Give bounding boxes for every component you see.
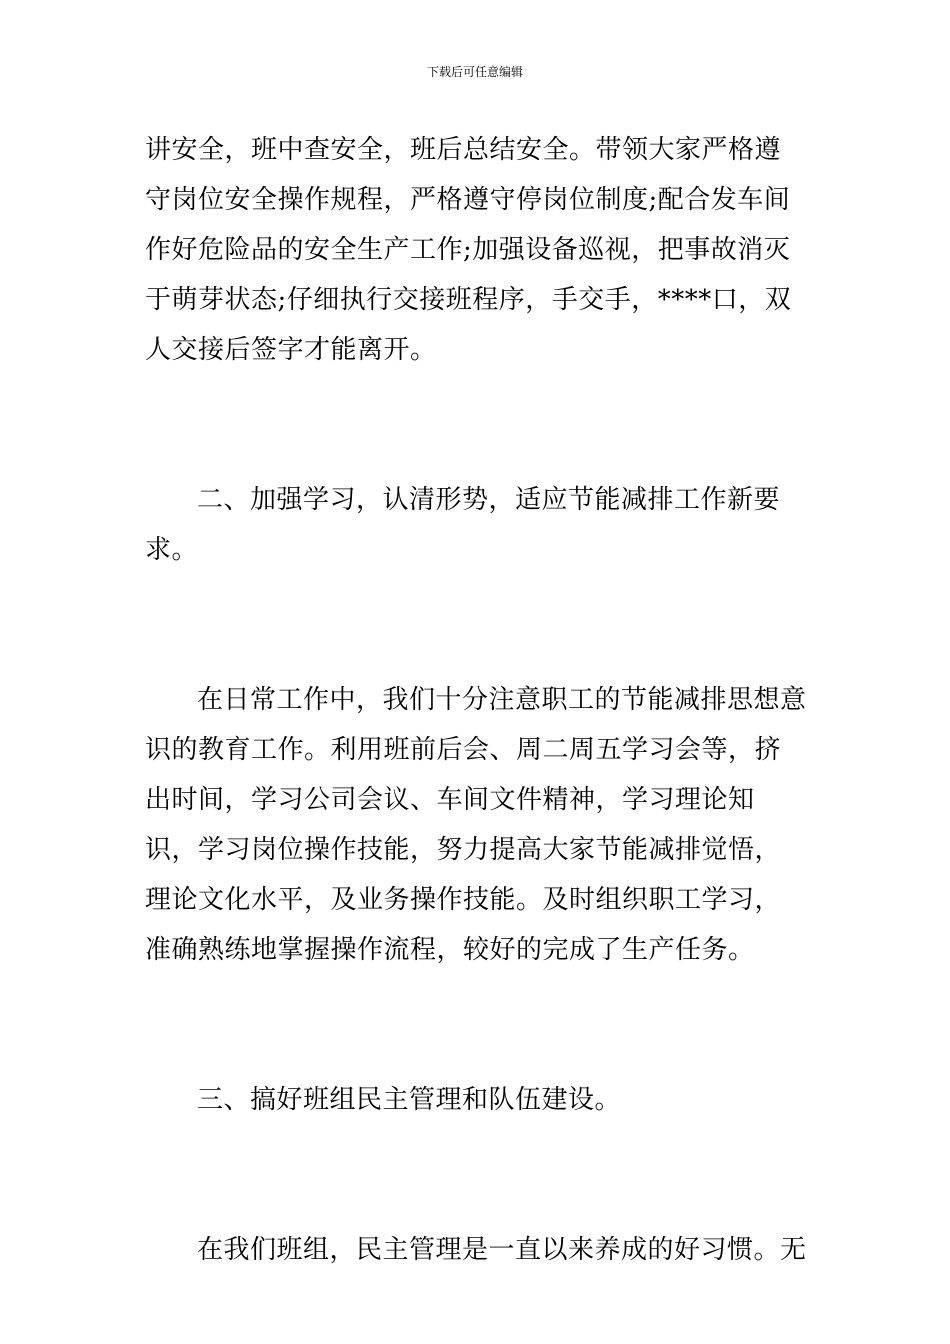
paragraph-safety: 讲安全，班中查安全，班后总结安全。带领大家严格遵守岗位安全操作规程，严格遵守停岗位制度;配合发车间作好危险品的安全生产工作;加强设备巡视，把事故消灭于萌芽状态;仔细执行交接班程序，手交手，****口，双人交接后签字才能离开。	[145, 135, 792, 365]
paragraph-management: 在我们班组，民主管理是一直以来养成的好习惯。无	[197, 1235, 807, 1265]
section-heading-3: 三、搞好班组民主管理和队伍建设。	[197, 1085, 622, 1115]
paragraph-study: 在日常工作中，我们十分注意职工的节能减排思想意识的教育工作。利用班前后会、周二周五学习会等，挤出时间，学习公司会议、车间文件精神，学习理论知识，学习岗位操作技能，努力提高大家节能减排觉悟，理论文化水平，及业务操作技能。及时组织职工学习，准确熟练地掌握操作流程，较好的完成了生产任务。	[145, 685, 807, 965]
page-header: 下载后可任意编辑	[426, 65, 523, 79]
document-body	[145, 125, 807, 1275]
section-heading-2: 二、加强学习，认清形势，适应节能减排工作新要求。	[145, 485, 781, 565]
